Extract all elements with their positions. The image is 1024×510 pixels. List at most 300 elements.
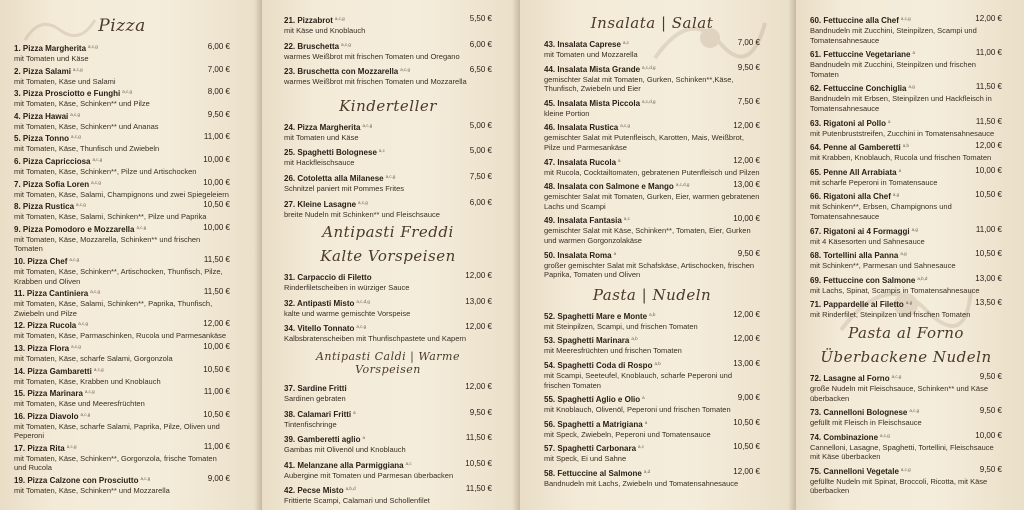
menu-item-name: 31. Carpaccio di Filetto <box>284 273 372 283</box>
brot-list <box>284 14 492 87</box>
menu-item-price: 12,00 € <box>733 309 760 319</box>
menu-item-description: mit Tomaten, Käse und Meeresfrüchten <box>14 399 145 409</box>
menu-item <box>284 297 492 319</box>
allergen-code: a,g <box>905 300 913 306</box>
menu-item-name: 66. Rigatoni alla Chef <box>810 192 891 202</box>
allergen-code: a <box>888 118 891 124</box>
allergen-code: a,c,g <box>78 321 89 327</box>
menu-item <box>14 474 230 496</box>
menu-item-name: 37. Sardine Fritti <box>284 383 347 393</box>
menu-item-description: mit Hackfleischsauce <box>284 158 355 168</box>
menu-item-price: 13,00 € <box>975 273 1002 283</box>
menu-item-price: 9,50 € <box>737 248 760 258</box>
menu-item-name: 13. Pizza Flora <box>14 343 70 353</box>
menu-item-price: 7,00 € <box>737 38 760 47</box>
menu-item-price: 9,50 € <box>737 62 760 72</box>
menu-item-name: 5. Pizza Tonno <box>14 134 69 144</box>
menu-item-description: Kalbsbratenscheiben mit Thunfischpastete und Kapern <box>284 334 467 344</box>
menu-item <box>810 166 1002 188</box>
menu-item-description: mit Tomaten, Käse, Schinken** und Pilze <box>14 99 150 109</box>
menu-item <box>284 121 492 143</box>
menu-item-name: 55. Spaghetti Aglio e Olio <box>544 395 641 405</box>
menu-item <box>810 249 1002 271</box>
menu-item <box>284 198 492 220</box>
menu-item <box>14 319 230 341</box>
menu-item-name: 58. Fettuccine al Salmone <box>544 468 642 478</box>
allergen-code: a <box>642 395 645 401</box>
allergen-code: a,c,d,g <box>642 98 656 104</box>
menu-item-name: 61. Fettuccine Vegetariane <box>810 50 911 60</box>
allergen-code: a <box>912 50 916 56</box>
menu-item <box>14 287 230 318</box>
allergen-code: a,g <box>892 192 900 198</box>
menu-item <box>14 410 230 441</box>
menu-item-name: 67. Rigatoni ai 4 Formaggi <box>810 226 910 236</box>
menu-item-description: mit Tomaten, Käse, Schinken** und Ananas <box>14 121 159 131</box>
menu-item <box>810 117 1002 139</box>
allergen-code: a <box>353 409 356 415</box>
menu-item-description: Bandnudeln mit Erbsen, Steinpilzen und Hackfleisch in Tomatensahnesauce <box>810 94 992 113</box>
allergen-code: a,c <box>623 216 630 222</box>
menu-item-name: 17. Pizza Rita <box>14 443 65 453</box>
menu-item-name: 63. Rigatoni al Pollo <box>810 118 887 128</box>
menu-item <box>810 48 1002 79</box>
menu-item-price: 6,00 € <box>469 39 492 49</box>
menu-item-description: mit Tomaten, Käse, Mozzarella, Schinken** und frischen Tomaten <box>14 234 201 254</box>
menu-item-price: 12,00 € <box>975 14 1002 23</box>
menu-item-description: mit Tomaten, Käse, Krabben und Knoblauch <box>14 376 161 386</box>
menu-item-name: 56. Spaghetti a Matrigiana <box>544 419 643 429</box>
menu-item-price: 9,00 € <box>207 474 230 484</box>
menu-item-name: 25. Spaghetti Bolognese <box>284 148 377 158</box>
menu-item-description: mit Krabben, Knoblauch, Rucola und frischen Tomaten <box>810 153 992 163</box>
menu-item-price: 10,50 € <box>975 190 1002 200</box>
menu-item-price: 12,00 € <box>465 322 492 332</box>
menu-item-name: 12. Pizza Rucola <box>14 321 77 331</box>
allergen-code: a,c,g <box>362 122 373 128</box>
menu-item <box>14 365 230 387</box>
menu-item-description: mit Scampi, Seeteufel, Knoblauch, scharfe Peperoni und frischen Tomaten <box>544 370 733 390</box>
menu-item <box>14 223 230 254</box>
menu-item-description: Bandnudeln mit Zucchini, Steinpilzen und frischen Tomaten <box>810 60 976 79</box>
menu-item-description: mit Tomaten, Käse, Salami, Champignons und zwei Spiegeleiern <box>14 189 229 199</box>
menu-item <box>544 38 760 60</box>
menu-item-description: mit Steinpilzen, Scampi, und frischen Tomaten <box>544 321 698 331</box>
menu-item <box>544 393 760 415</box>
menu-item-price: 11,00 € <box>203 132 230 142</box>
section-subtitle-kalte-vorspeisen: Kalte Vorspeisen <box>320 247 456 266</box>
menu-item-description: kalte und warme gemischte Vorspeise <box>284 308 411 318</box>
menu-item-description: Cannelloni, Lasagne, Spaghetti, Tortellini, Fleischsauce mit Käse überbacken <box>810 442 994 462</box>
menu-item <box>284 459 492 481</box>
menu-item-description: gefüllte Nudeln mit Spinat, Broccoli, Ricotta, mit Käse überbacken <box>810 476 988 496</box>
menu-item-name: 62. Fettuccine Conchiglia <box>810 84 907 94</box>
menu-item-name: 24. Pizza Margherita <box>284 122 361 132</box>
menu-item-description: mit Putenbruststreifen, Zucchini in Tomatensahnesauce <box>810 128 995 138</box>
section-title-antipasti-caldi: Antipasti Caldi | Warme Vorspeisen <box>315 349 460 376</box>
menu-item-description: mit Tomaten, Käse, Salami, Schinken**, Pilze und Paprika <box>14 212 207 222</box>
menu-item <box>810 431 1002 462</box>
menu-item-description: Bandnudeln mit Zucchini, Steinpilzen, Scampi und Tomatensahnesauce <box>810 26 977 45</box>
menu-item-price: 10,50 € <box>203 409 230 419</box>
allergen-code: a <box>618 157 621 163</box>
menu-item-description: mit Tomaten, Käse, Parmaschinken, Rucola und Parmesankäse <box>14 331 227 341</box>
allergen-code: a,c,g <box>400 67 411 73</box>
menu-item <box>544 467 760 489</box>
section-subtitle-ueberbackene-nudeln: Überbackene Nudeln <box>820 347 992 366</box>
menu-item-description: gefüllt mit Fleisch in Fleischsauce <box>810 418 922 428</box>
menu-item-name: 57. Spaghetti Carbonara <box>544 444 637 454</box>
allergen-code: a,c <box>638 444 645 450</box>
menu-item-description: Schnitzel paniert mit Pommes Frites <box>284 183 405 193</box>
menu-item-price: 7,50 € <box>469 171 492 181</box>
menu-item-name: 38. Calamari Fritti <box>284 409 352 419</box>
menu-item-price: 10,50 € <box>465 458 492 468</box>
menu-item-name: 60. Fettuccine alla Chef <box>810 16 899 25</box>
menu-item-name: 42. Pecse Misto <box>284 486 344 496</box>
allergen-code: a <box>644 419 648 425</box>
menu-item-name: 10. Pizza Chef <box>14 256 68 266</box>
allergen-code: a,c,g <box>140 476 151 482</box>
menu-item-price: 10,50 € <box>733 442 760 452</box>
menu-item-name: 16. Pizza Diavolo <box>14 411 79 421</box>
menu-item-description: mit Tomaten und Käse <box>14 54 89 63</box>
section-title-pasta-al-forno: Pasta al Forno <box>848 323 964 342</box>
menu-item-name: 41. Melanzane alla Parmiggiana <box>284 460 404 470</box>
menu-item-name: 43. Insalata Caprese <box>544 40 621 49</box>
menu-item <box>284 484 492 506</box>
allergen-code: a,c,g <box>70 111 81 117</box>
menu-item <box>544 180 760 211</box>
menu-item-name: 74. Combinazione <box>810 432 879 442</box>
antipasti-freddi-list <box>284 271 492 344</box>
menu-item-price: 12,00 € <box>203 319 230 329</box>
menu-item-price: 10,00 € <box>733 214 760 224</box>
menu-item <box>544 334 760 356</box>
menu-item-price: 9,50 € <box>979 464 1002 474</box>
menu-item-price: 12,00 € <box>733 155 760 165</box>
menu-item-name: 53. Spaghetti Marinara <box>544 336 630 346</box>
allergen-code: a,c,g <box>122 89 132 95</box>
menu-item-name: 27. Kleine Lasagne <box>284 199 357 209</box>
menu-item-name: 32. Antipasti Misto <box>284 298 355 308</box>
menu-item <box>284 408 492 430</box>
kinderteller-list <box>284 121 492 219</box>
menu-item-description: mit Tomaten, Käse, scharfe Salami, Paprika, Pilze, Oliven und Peperoni <box>14 421 220 441</box>
pizza-list <box>14 42 230 496</box>
allergen-code: a,c,g <box>88 44 98 49</box>
menu-item-price: 10,50 € <box>733 417 760 427</box>
menu-item-name: 21. Pizzabrot <box>284 16 333 25</box>
allergen-code: a,c,g <box>620 123 631 129</box>
menu-item-name: 15. Pizza Marinara <box>14 389 83 399</box>
allergen-code: a,c,g <box>80 411 91 417</box>
menu-item-price: 10,50 € <box>975 249 1002 259</box>
menu-item-name: 1. Pizza Margherita <box>14 44 87 53</box>
menu-item-description: mit Schinken**, Parmesan und Sahnesauce <box>810 261 956 271</box>
menu-item-description: mit Tomaten und Mozzarella <box>544 50 638 59</box>
menu-item-price: 8,00 € <box>207 87 230 97</box>
allergen-code: a,c,g <box>909 408 920 414</box>
menu-panel-4 <box>796 0 1024 510</box>
menu-item <box>544 359 760 390</box>
menu-item-description: mit Rucola, Cocktailtomaten, gebratenen Putenfleisch und Pilzen <box>544 167 760 177</box>
menu-item-price: 11,50 € <box>203 287 230 297</box>
allergen-code: a,c,g <box>891 373 902 379</box>
allergen-code: a,c,g <box>84 389 95 395</box>
menu-item-name: 2. Pizza Salami <box>14 66 71 76</box>
menu-item <box>14 155 230 177</box>
menu-item-price: 10,00 € <box>975 430 1002 440</box>
menu-item <box>544 442 760 464</box>
section-title-insalata: Insalata | Salat <box>590 14 714 32</box>
menu-item-price: 6,00 € <box>207 42 230 51</box>
section-title-pasta: Pasta | Nudeln <box>592 285 712 304</box>
menu-item <box>810 14 1002 45</box>
menu-item-price: 9,50 € <box>979 371 1002 381</box>
allergen-code: a,c,g <box>385 173 396 179</box>
allergen-code: a,b <box>631 336 638 342</box>
menu-item-price: 11,50 € <box>203 254 230 264</box>
menu-item-price: 11,00 € <box>203 441 230 451</box>
menu-item-description: Rinderfiletscheiben in würziger Sauce <box>284 283 410 293</box>
menu-item <box>810 298 1002 320</box>
menu-item-name: 48. Insalata con Salmone e Mango <box>544 182 674 192</box>
allergen-code: a,c,d,g <box>675 182 690 188</box>
allergen-code: a,c,g <box>358 199 368 205</box>
allergen-code: a,c,g <box>900 466 911 472</box>
menu-item-price: 11,50 € <box>975 82 1002 92</box>
menu-panel-3 <box>520 0 796 510</box>
menu-item-description: großer gemischter Salat mit Schafskäse, Artischocken, frischen Paprika, Tomaten und Oliven <box>544 260 755 280</box>
menu-item <box>14 87 230 109</box>
menu-item <box>284 271 492 293</box>
menu-item-description: mit Speck, Ei und Sahne <box>544 454 627 464</box>
menu-item-price: 5,00 € <box>469 120 492 130</box>
allergen-code: a,c,g <box>76 202 86 208</box>
menu-item-name: 19. Pizza Calzone con Prosciutto <box>14 476 139 486</box>
menu-item-name: 4. Pizza Hawai <box>14 111 69 121</box>
section-title-antipasti-freddi: Antipasti Freddi <box>322 223 454 242</box>
menu-item-description: warmes Weißbrot mit frischen Tomaten und Mozzarella <box>284 77 467 87</box>
pasta-list <box>544 310 760 489</box>
menu-item <box>544 310 760 332</box>
menu-item-price: 11,00 € <box>975 48 1002 58</box>
menu-item-price: 12,00 € <box>465 271 492 281</box>
menu-item <box>544 418 760 440</box>
allergen-code: a <box>362 435 365 441</box>
menu-item-price: 5,00 € <box>469 146 492 156</box>
menu-item-price: 10,00 € <box>203 177 230 187</box>
menu-item-description: mit Tomaten, Käse, Schinken**, Gorgonzola, frische Tomaten und Rucola <box>14 453 217 473</box>
menu-item-description: mit Tomaten, Käse, Salami, Schinken**, Paprika, Thunfisch, Zwiebeln und Pilze <box>14 299 213 318</box>
allergen-code: a,c,g <box>70 134 81 140</box>
allergen-code: a,c,g <box>93 366 104 372</box>
menu-item <box>544 214 760 245</box>
menu-panel-2 <box>262 0 520 510</box>
menu-item-description: mit Rinderfilet, Steinpilzen und frischen Tomaten <box>810 310 971 320</box>
menu-item-description: mit Tomaten, Käse, Schinken**, Pilze und Artischocken <box>14 166 197 176</box>
menu-item-name: 9. Pizza Pomodoro e Mozzarella <box>14 224 135 234</box>
menu-item-price: 7,00 € <box>207 64 230 74</box>
allergen-code: a,g <box>911 226 918 232</box>
menu-item-price: 13,00 € <box>733 180 760 190</box>
menu-item-name: 39. Gamberetti aglio <box>284 435 361 445</box>
menu-item-name: 3. Pizza Prosciotto e Funghi <box>14 89 121 99</box>
menu-item-price: 10,00 € <box>975 165 1002 175</box>
menu-item-description: Bandnudeln mit Lachs, Zwiebeln und Tomatensahnesauce <box>544 478 739 488</box>
allergen-code: a,c,d,g <box>356 298 370 304</box>
menu-item <box>284 14 492 36</box>
menu-item-price: 11,50 € <box>465 484 492 494</box>
allergen-code: a,c,g <box>92 156 103 162</box>
allergen-code: a,d <box>643 468 651 474</box>
menu-item <box>544 63 760 94</box>
menu-item-price: 12,00 € <box>975 141 1002 151</box>
allergen-code: a,c,g <box>71 343 81 349</box>
menu-item-name: 11. Pizza Cantiniera <box>14 289 89 299</box>
menu-item-description: Frittierte Scampi, Calamari und Schollenfilet <box>284 496 430 506</box>
menu-item <box>284 382 492 404</box>
menu-item <box>284 433 492 455</box>
menu-item-price: 12,00 € <box>733 466 760 476</box>
allergen-code: a,c,g <box>69 256 80 262</box>
menu-item-price: 11,50 € <box>465 433 492 443</box>
menu-item <box>14 387 230 409</box>
allergen-code: a,b <box>902 143 909 149</box>
menu-item-description: Gambas mit Olivenöl und Knoblauch <box>284 445 406 455</box>
menu-panel-1 <box>0 0 262 510</box>
menu-item-price: 9,50 € <box>207 109 230 119</box>
menu-item-name: 34. Vitello Tonnato <box>284 324 355 334</box>
menu-item-name: 49. Insalata Fantasia <box>544 216 622 226</box>
menu-item-description: große Nudeln mit Fleischsauce, Schinken** und Käse überbacken <box>810 383 989 403</box>
menu-item-price: 10,00 € <box>203 222 230 232</box>
allergen-code: a,c,g <box>900 16 911 21</box>
menu-item-description: mit scharfe Peperoni in Tomatensauce <box>810 177 938 187</box>
menu-item-price: 6,00 € <box>469 197 492 207</box>
menu-item-description: mit Tomaten, Käse, scharfe Salami, Gorgonzola <box>14 353 173 363</box>
menu-item-name: 8. Pizza Rustica <box>14 202 75 212</box>
menu-item-price: 5,50 € <box>469 14 492 23</box>
menu-item-description: gemischter Salat mit Putenfleisch, Karotten, Mais, Weißbrot, Pilze und Parmesankäse <box>544 133 744 152</box>
menu-item-name: 7. Pizza Sofia Loren <box>14 179 90 189</box>
menu-item-name: 22. Bruschetta <box>284 41 340 51</box>
allergen-code: a,c,g <box>66 443 77 449</box>
allergen-code: a,c <box>378 148 385 154</box>
menu-item <box>14 255 230 286</box>
menu-item-description: breite Nudeln mit Schinken** und Fleischsauce <box>284 209 440 219</box>
menu-item <box>14 132 230 154</box>
menu-item-description: mit Tomaten und Käse <box>284 132 359 142</box>
menu-item-price: 13,50 € <box>975 298 1002 308</box>
allergen-code: a <box>613 250 617 256</box>
menu-item <box>810 406 1002 428</box>
section-title-kinderteller: Kinderteller <box>339 96 437 115</box>
allergen-code: a,c,g <box>72 66 83 72</box>
menu-item-description: mit Lachs, Spinat, Scampis in Tomatensahnesauce <box>810 285 980 295</box>
menu-item <box>284 146 492 168</box>
menu-item-description: mit Knoblauch, Olivenöl, Peperoni und frischen Tomaten <box>544 405 731 415</box>
menu-item-description: mit 4 Käsesorten und Sahnesauce <box>810 236 925 246</box>
menu-item-price: 12,00 € <box>733 121 760 131</box>
menu-item-description: gemischter Salat mit Käse, Schinken**, Tomaten, Eier, Gurken und warmen Gorgonzolakäse <box>544 226 751 245</box>
menu-item-name: 44. Insalata Mista Grande <box>544 64 641 74</box>
menu-item <box>544 156 760 178</box>
menu-item <box>14 442 230 473</box>
allergen-code: a,b <box>649 311 656 317</box>
allergen-code: a,c,g <box>334 16 345 21</box>
allergen-code: a,g <box>900 251 907 257</box>
menu-item-price: 10,00 € <box>203 341 230 351</box>
menu-item <box>810 225 1002 247</box>
menu-item <box>14 110 230 132</box>
menu-item-description: Sardinen gebraten <box>284 393 346 403</box>
insalata-list <box>544 38 760 280</box>
menu-item-price: 13,00 € <box>733 358 760 368</box>
menu-item <box>810 465 1002 496</box>
allergen-code: a <box>898 167 902 173</box>
menu-item <box>14 65 230 87</box>
menu-item <box>544 97 760 119</box>
menu-item-price: 10,00 € <box>203 154 230 164</box>
allergen-code: a,g <box>908 84 915 90</box>
section-title-pizza: Pizza <box>98 16 146 36</box>
menu-item-description: kleine Portion <box>544 108 590 118</box>
menu-item-description: warmes Weißbrot mit frischen Tomaten und Oregano <box>284 51 460 61</box>
menu-item-price: 6,50 € <box>469 65 492 75</box>
menu-item-name: 68. Tortellini alla Panna <box>810 251 899 261</box>
allergen-code: a,c,g <box>341 41 351 47</box>
menu-item <box>284 172 492 194</box>
allergen-code: a,b,d <box>345 486 356 492</box>
allergen-code: a,c,g <box>356 324 367 330</box>
allergen-code: a,c,d,g <box>642 64 656 70</box>
menu-item-name: 26. Cotoletta alla Milanese <box>284 173 384 183</box>
allergen-code: a,b <box>654 360 661 366</box>
menu-item <box>810 372 1002 403</box>
allergen-code: a,c,g <box>136 224 147 230</box>
menu-item-name: 75. Cannelloni Vegetale <box>810 466 899 476</box>
menu-item <box>544 121 760 152</box>
menu-item <box>810 141 1002 163</box>
forno-list <box>810 372 1002 496</box>
menu-item-name: 73. Cannelloni Bolognese <box>810 408 908 418</box>
menu-item-name: 46. Insalata Rustica <box>544 123 619 133</box>
menu-item-name: 71. Pappardelle al Filetto <box>810 300 904 310</box>
menu-item-name: 52. Spaghetti Mare e Monte <box>544 311 648 321</box>
allergen-code: a,c,g <box>880 432 890 438</box>
menu-item-price: 9,50 € <box>979 406 1002 416</box>
menu-item-description: mit Tomaten, Käse, Schinken**, Artischocken, Thunfisch, Pilze, Krabben und Oliven <box>14 266 223 286</box>
menu-item-name: 64. Penne al Gamberetti <box>810 143 901 153</box>
menu-item-name: 69. Fettuccine con Salmone <box>810 275 916 285</box>
menu-item-price: 11,00 € <box>203 387 230 397</box>
menu-item <box>284 322 492 344</box>
menu-item-description: mit Tomaten, Käse und Salami <box>14 76 116 86</box>
menu-item-description: mit Käse und Knoblauch <box>284 26 366 35</box>
menu-item-price: 10,50 € <box>203 364 230 374</box>
menu-item <box>810 274 1002 296</box>
menu-item-description: mit Tomaten, Käse, Schinken** und Mozzarella <box>14 486 170 496</box>
menu-item <box>14 178 230 200</box>
menu-item-description: gemischter Salat mit Tomaten, Gurken, Schinken**,Käse, Thunfisch, Zwiebeln und Eier <box>544 74 734 94</box>
menu-item-description: mit Meeresfrüchten und frischen Tomaten <box>544 346 682 356</box>
antipasti-caldi-list <box>284 382 492 506</box>
menu-item-price: 7,50 € <box>737 96 760 106</box>
menu-item-description: Tintenfischringe <box>284 419 337 429</box>
menu-item-name: 65. Penne All Arrabiata <box>810 167 897 177</box>
